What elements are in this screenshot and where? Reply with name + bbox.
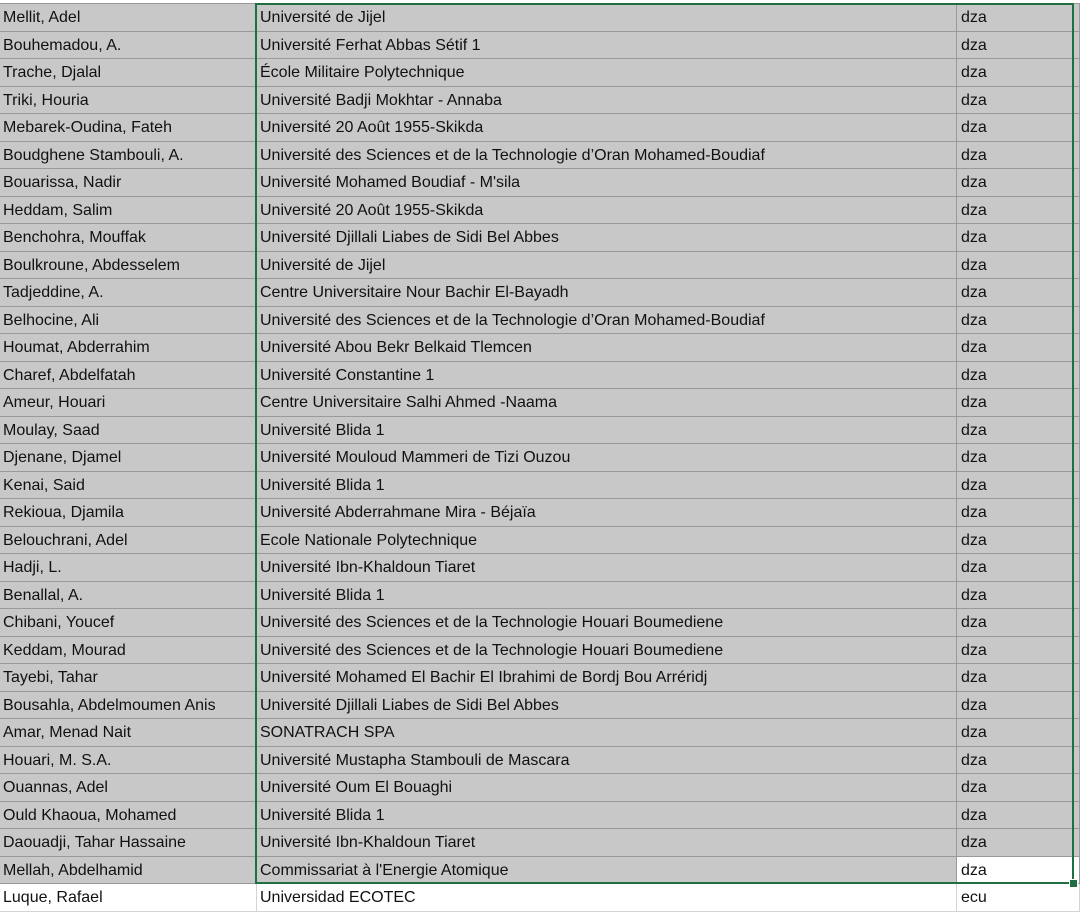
institution-cell[interactable]: Université de Jijel [257,252,957,280]
name-cell[interactable]: Mellit, Adel [0,4,257,32]
name-cell[interactable]: Bouarissa, Nadir [0,169,257,197]
table-row [0,197,1080,225]
table-row [0,59,1080,87]
country-cell[interactable]: dza [957,527,1080,555]
country-cell[interactable]: dza [957,334,1080,362]
country-cell[interactable]: dza [957,747,1080,775]
table-row [0,444,1080,472]
table-row [0,527,1080,555]
institution-cell[interactable]: Universidad ECOTEC [257,884,957,912]
name-cell[interactable]: Bouhemadou, A. [0,32,257,60]
country-cell[interactable]: dza [957,252,1080,280]
institution-cell[interactable]: Centre Universitaire Salhi Ahmed -Naama [257,389,957,417]
name-cell[interactable]: Rekioua, Djamila [0,499,257,527]
table-row [0,692,1080,720]
table-row [0,664,1080,692]
institution-cell[interactable]: Université Blida 1 [257,582,957,610]
institution-cell[interactable]: Université Blida 1 [257,472,957,500]
table-row [0,609,1080,637]
institution-cell[interactable]: Université Ibn-Khaldoun Tiaret [257,829,957,857]
country-cell[interactable]: dza [957,664,1080,692]
country-cell[interactable]: ecu [957,884,1080,912]
table-row [0,637,1080,665]
name-cell[interactable]: Amar, Menad Nait [0,719,257,747]
institution-cell[interactable]: Université Abou Bekr Belkaid Tlemcen [257,334,957,362]
country-cell[interactable]: dza [957,279,1080,307]
institution-cell[interactable]: Université 20 Août 1955-Skikda [257,197,957,225]
name-cell[interactable]: Heddam, Salim [0,197,257,225]
country-cell[interactable]: dza [957,224,1080,252]
table-row [0,279,1080,307]
institution-cell[interactable]: Université Mouloud Mammeri de Tizi Ouzou [257,444,957,472]
institution-cell[interactable]: Université Mohamed Boudiaf - M'sila [257,169,957,197]
table-row [0,747,1080,775]
institution-cell[interactable]: Université des Sciences et de la Technologie Houari Boumediene [257,609,957,637]
table-row [0,87,1080,115]
institution-cell[interactable]: Université Blida 1 [257,802,957,830]
institution-cell[interactable]: Université 20 Août 1955-Skikda [257,114,957,142]
table-row [0,142,1080,170]
table-row [0,362,1080,390]
country-cell[interactable]: dza [957,362,1080,390]
table-row [0,307,1080,335]
table-row [0,169,1080,197]
name-cell[interactable]: Tadjeddine, A. [0,279,257,307]
country-cell[interactable]: dza [957,87,1080,115]
country-cell[interactable]: dza [957,169,1080,197]
name-cell[interactable]: Ameur, Houari [0,389,257,417]
name-cell[interactable]: Ould Khaoua, Mohamed [0,802,257,830]
institution-cell[interactable]: Université Djillali Liabes de Sidi Bel Abbes [257,224,957,252]
institution-cell[interactable]: École Militaire Polytechnique [257,59,957,87]
institution-cell[interactable]: Université Oum El Bouaghi [257,774,957,802]
country-cell[interactable]: dza [957,4,1080,32]
institution-cell[interactable]: Université Mustapha Stambouli de Mascara [257,747,957,775]
country-cell[interactable]: dza [957,554,1080,582]
country-cell[interactable]: dza [957,719,1080,747]
table-row [0,224,1080,252]
country-cell[interactable]: dza [957,307,1080,335]
name-cell[interactable]: Belouchrani, Adel [0,527,257,555]
country-cell[interactable]: dza [957,829,1080,857]
fill-handle[interactable] [1069,879,1078,888]
name-cell[interactable]: Charef, Abdelfatah [0,362,257,390]
name-cell[interactable]: Houari, M. S.A. [0,747,257,775]
name-cell[interactable]: Benallal, A. [0,582,257,610]
institution-cell[interactable]: Université Mohamed El Bachir El Ibrahimi de Bordj Bou Arréridj [257,664,957,692]
name-cell[interactable]: Belhocine, Ali [0,307,257,335]
name-cell[interactable]: Houmat, Abderrahim [0,334,257,362]
name-cell[interactable]: Kenai, Said [0,472,257,500]
name-cell[interactable]: Bousahla, Abdelmoumen Anis [0,692,257,720]
table-row [0,334,1080,362]
name-cell[interactable]: Daouadji, Tahar Hassaine [0,829,257,857]
name-cell[interactable]: Mebarek-Oudina, Fateh [0,114,257,142]
table-row [0,4,1080,32]
institution-cell[interactable]: Université de Jijel [257,4,957,32]
name-cell[interactable]: Boulkroune, Abdesselem [0,252,257,280]
institution-cell[interactable]: SONATRACH SPA [257,719,957,747]
institution-cell[interactable]: Université Constantine 1 [257,362,957,390]
table-row [0,829,1080,857]
country-cell[interactable]: dza [957,609,1080,637]
country-cell[interactable]: dza [957,417,1080,445]
country-cell[interactable]: dza [957,197,1080,225]
name-cell[interactable]: Ouannas, Adel [0,774,257,802]
name-cell[interactable]: Hadji, L. [0,554,257,582]
country-cell[interactable]: dza [957,444,1080,472]
name-cell[interactable]: Trache, Djalal [0,59,257,87]
country-cell[interactable]: dza [957,582,1080,610]
institution-cell[interactable]: Université Abderrahmane Mira - Béjaïa [257,499,957,527]
name-cell[interactable]: Boudghene Stambouli, A. [0,142,257,170]
country-cell[interactable]: dza [957,857,1080,885]
table-row [0,472,1080,500]
country-cell[interactable]: dza [957,472,1080,500]
country-cell[interactable]: dza [957,389,1080,417]
name-cell[interactable]: Mellah, Abdelhamid [0,857,257,885]
name-cell[interactable]: Keddam, Mourad [0,637,257,665]
table-row [0,554,1080,582]
table-row [0,32,1080,60]
institution-cell[interactable]: Université Blida 1 [257,417,957,445]
name-cell[interactable]: Tayebi, Tahar [0,664,257,692]
name-cell[interactable]: Benchohra, Mouffak [0,224,257,252]
table-row [0,802,1080,830]
institution-cell[interactable]: Université Ibn-Khaldoun Tiaret [257,554,957,582]
institution-cell[interactable]: Université des Sciences et de la Technologie d’Oran Mohamed-Boudiaf [257,142,957,170]
table-row [0,114,1080,142]
institution-cell[interactable]: Commissariat à l'Energie Atomique [257,857,957,885]
name-cell[interactable]: Luque, Rafael [0,884,257,912]
institution-cell[interactable]: Université des Sciences et de la Technologie Houari Boumediene [257,637,957,665]
country-cell[interactable]: dza [957,637,1080,665]
institution-cell[interactable]: Ecole Nationale Polytechnique [257,527,957,555]
country-cell[interactable]: dza [957,59,1080,87]
name-cell[interactable]: Chibani, Youcef [0,609,257,637]
country-cell[interactable]: dza [957,802,1080,830]
country-cell[interactable]: dza [957,774,1080,802]
country-cell[interactable]: dza [957,32,1080,60]
country-cell[interactable]: dza [957,142,1080,170]
table-row [0,389,1080,417]
institution-cell[interactable]: Université Badji Mokhtar - Annaba [257,87,957,115]
table-row [0,719,1080,747]
institution-cell[interactable]: Centre Universitaire Nour Bachir El-Bayadh [257,279,957,307]
institution-cell[interactable]: Université Djillali Liabes de Sidi Bel Abbes [257,692,957,720]
name-cell[interactable]: Moulay, Saad [0,417,257,445]
country-cell[interactable]: dza [957,499,1080,527]
table-row [0,417,1080,445]
table-row [0,499,1080,527]
country-cell[interactable]: dza [957,114,1080,142]
table-row [0,582,1080,610]
country-cell[interactable]: dza [957,692,1080,720]
name-cell[interactable]: Djenane, Djamel [0,444,257,472]
table-row [0,884,1080,912]
name-cell[interactable]: Triki, Houria [0,87,257,115]
institution-cell[interactable]: Université des Sciences et de la Technologie d’Oran Mohamed-Boudiaf [257,307,957,335]
table-row [0,857,1080,885]
table-row [0,252,1080,280]
institution-cell[interactable]: Université Ferhat Abbas Sétif 1 [257,32,957,60]
table-row [0,774,1080,802]
